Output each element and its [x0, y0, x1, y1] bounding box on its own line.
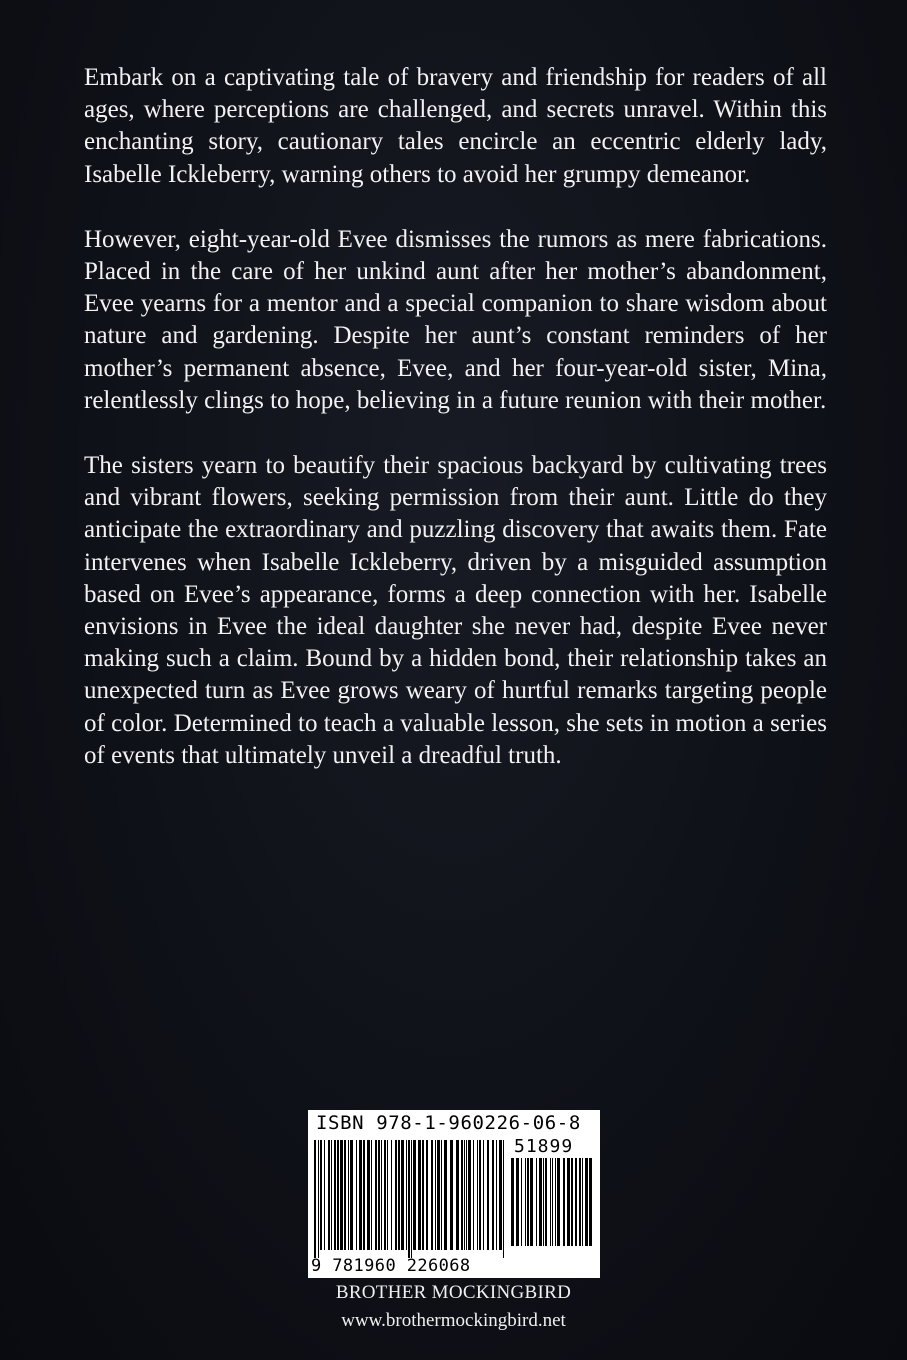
- publisher-name: BROTHER MOCKINGBIRD: [335, 1282, 572, 1303]
- barcode-bar: [344, 1140, 346, 1250]
- isbn-label: ISBN 978-1-960226-06-8: [316, 1112, 581, 1134]
- barcode-bar: [381, 1140, 382, 1250]
- barcode-bar: [536, 1158, 537, 1246]
- barcode-bar: [318, 1140, 319, 1258]
- barcode-bar: [461, 1140, 463, 1250]
- barcode-bar: [331, 1140, 332, 1250]
- barcode-bar: [571, 1158, 573, 1246]
- barcode-bar: [406, 1140, 407, 1250]
- barcode-bar: [348, 1140, 349, 1250]
- barcode-bar: [387, 1140, 388, 1250]
- barcode-bar: [334, 1140, 336, 1250]
- barcode-bar: [395, 1140, 397, 1250]
- barcode-bar: [575, 1158, 577, 1246]
- barcode-bar: [371, 1140, 372, 1250]
- barcode-bar: [468, 1140, 471, 1250]
- barcode-bar: [567, 1158, 570, 1246]
- barcode-bar: [426, 1140, 428, 1250]
- isbn-barcode: [308, 1110, 600, 1278]
- barcode-bar: [589, 1158, 592, 1246]
- barcode-bar: [418, 1140, 421, 1250]
- publisher-website: www.brothermockingbird.net: [341, 1310, 566, 1331]
- barcode-bar: [525, 1158, 526, 1246]
- barcode-bar: [328, 1140, 330, 1250]
- barcode-bar: [456, 1140, 459, 1250]
- back-cover-blurb: [84, 62, 827, 805]
- barcode-bar: [521, 1158, 522, 1246]
- barcode-bar: [444, 1140, 447, 1250]
- barcode-bar: [367, 1140, 370, 1250]
- barcode-bar: [473, 1140, 474, 1250]
- barcode-bar: [545, 1158, 547, 1246]
- barcode-bar: [435, 1140, 436, 1250]
- barcode-bar: [398, 1140, 400, 1250]
- barcode-bar: [543, 1158, 544, 1246]
- barcode-bar: [431, 1140, 433, 1250]
- barcode-bar: [422, 1140, 424, 1250]
- barcode-bar: [503, 1140, 504, 1258]
- barcode-bars-addon: [511, 1158, 595, 1254]
- barcode-bar: [550, 1158, 551, 1246]
- barcode-bar: [450, 1140, 453, 1250]
- barcode-bar: [579, 1158, 581, 1246]
- barcode-bar: [563, 1158, 565, 1246]
- blurb-paragraph-1: Embark on a captivating tale of bravery and friendship for readers of all ages, where perceptions are challenged, and secrets unravel. Within this enchanting story, cautionary tales encircle an eccentric elderly lady, Isabelle Ickleberry, warning others to avoid her grumpy demeanor.: [84, 64, 827, 188]
- barcode-bar: [479, 1140, 481, 1250]
- blurb-paragraph-3: The sisters yearn to beautify their spacious backyard by cultivating trees and vibrant flowers, seeking permission from their aunt. Little do they anticipate the extraordinary and puzzling discovery that awaits them. Fate intervenes when Isabelle Ickleberry, driven by a misguided assumption based on Evee’s appearance, forms a deep connection with her. Isabelle envisions in Evee the ideal daughter she never had, despite Evee never making such a claim. Bound by a hidden bond, their relationship takes an unexpected turn as Evee grows weary of hurtful remarks targeting people of color. Determined to teach a valuable lesson, she sets in motion a series of events that ultimately unveil a dreadful truth.: [84, 452, 827, 769]
- barcode-bar: [527, 1158, 529, 1246]
- barcode-bar: [384, 1140, 386, 1250]
- barcode-bar: [582, 1158, 583, 1246]
- barcode-bar: [413, 1140, 416, 1250]
- barcode-bar: [557, 1158, 560, 1246]
- barcode-bar: [539, 1158, 542, 1246]
- barcode-bar: [499, 1140, 502, 1250]
- barcode-bar: [320, 1140, 322, 1250]
- barcode-bar: [492, 1140, 494, 1250]
- barcode-bar: [441, 1140, 442, 1250]
- barcode-bar: [408, 1140, 410, 1258]
- barcode-bar: [437, 1140, 440, 1250]
- barcode-bar: [337, 1140, 339, 1250]
- barcode-bar: [552, 1158, 553, 1246]
- barcode-bar: [483, 1140, 484, 1250]
- barcode-bar: [530, 1158, 533, 1246]
- barcode-bar: [496, 1140, 497, 1250]
- price-code: 51899: [514, 1136, 574, 1157]
- barcode-bar: [585, 1158, 588, 1246]
- barcode-bar: [363, 1140, 365, 1250]
- barcode-bar: [401, 1140, 404, 1250]
- barcode-bar: [411, 1140, 412, 1258]
- barcode-bar: [516, 1158, 519, 1246]
- barcode-bar: [324, 1140, 325, 1250]
- barcode-bar: [359, 1140, 362, 1250]
- barcode-bar: [356, 1140, 357, 1250]
- barcode-bar: [375, 1140, 377, 1250]
- barcode-bar: [391, 1140, 392, 1250]
- barcode-bar: [350, 1140, 353, 1250]
- barcode-bar: [487, 1140, 489, 1250]
- blurb-paragraph-2: However, eight-year-old Evee dismisses the rumors as mere fabrications. Placed in the care of her unkind aunt after her mother’s abandonment, Evee yearns for a mentor and a special companion to share wisdom about nature and gardening. Despite her aunt’s constant reminders of her mother’s permanent absence, Evee, and her four-year-old sister, Mina, relentlessly clings to hope, believing in a future reunion with their mother.: [84, 225, 827, 414]
- barcode-bar: [477, 1140, 478, 1250]
- barcode-bar: [466, 1140, 467, 1250]
- barcode-bar: [511, 1158, 514, 1246]
- ean-digits: 9 781960 226068: [311, 1256, 471, 1276]
- barcode-bar: [464, 1140, 465, 1250]
- barcode-bars-main: [314, 1140, 506, 1258]
- barcode-bar: [378, 1140, 380, 1250]
- barcode-bar: [314, 1140, 316, 1258]
- barcode-bar: [340, 1140, 343, 1250]
- barcode-bar: [555, 1158, 556, 1246]
